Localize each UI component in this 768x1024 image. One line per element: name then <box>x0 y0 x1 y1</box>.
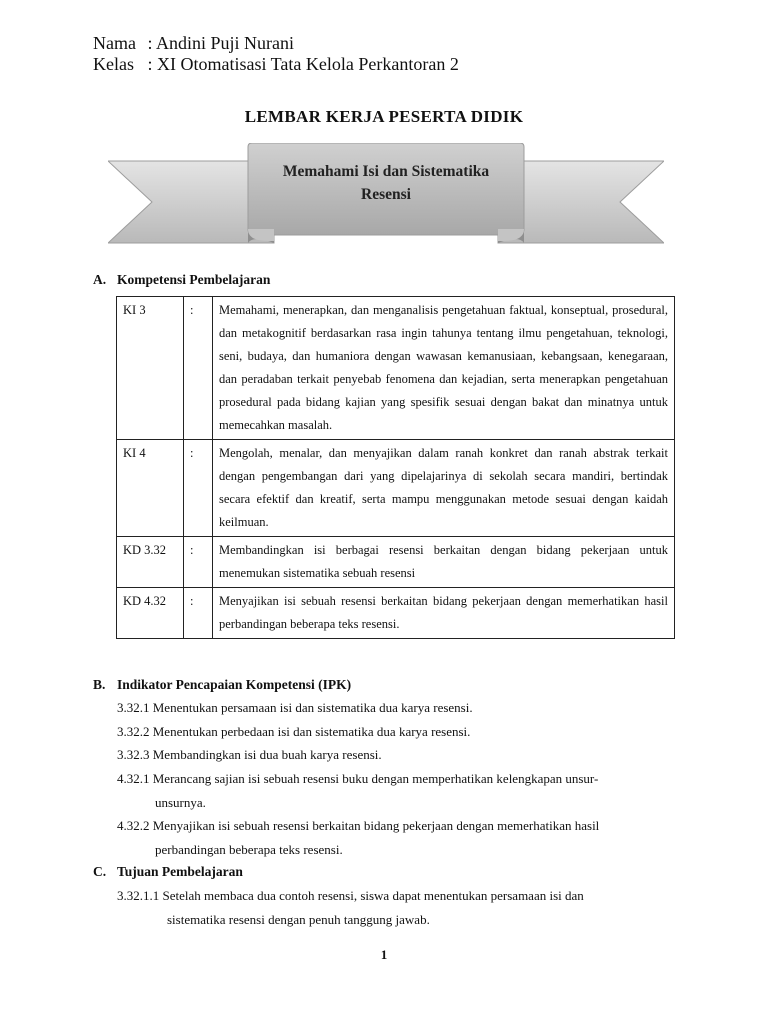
table-row <box>117 588 675 639</box>
table-row <box>117 537 675 588</box>
list-item <box>117 884 677 932</box>
name-value: : Andini Puji Nurani <box>147 33 295 53</box>
ipk-line-continued: unsurnya. <box>155 795 206 810</box>
section-b-letter: B. <box>93 677 106 692</box>
competency-code: KD 3.32 <box>117 537 184 588</box>
class-label: Kelas <box>93 54 134 74</box>
ipk-line: 3.32.2 Menentukan perbedaan isi dan sistematika dua karya resensi. <box>117 724 471 739</box>
ribbon-line-1: Memahami Isi dan Sistematika <box>282 163 490 180</box>
competency-description: Mengolah, menalar, dan menyajikan dalam ranah konkret dan ranah abstrak terkait dengan pengembangan dari yang dipelajarinya di sekolah secara mandiri, bertindak secara efektif dan kreatif, serta mampu menggunakan metode sesuai dengan kaidah keilmuan. <box>213 440 675 537</box>
list-item <box>117 814 677 862</box>
competency-description: Memahami, menerapkan, dan menganalisis pengetahuan faktual, konseptual, prosedural, dan metakognitif berdasarkan rasa ingin tahunya tentang ilmu pengetahuan, teknologi, seni, budaya, dan humaniora dengan wawasan kemanusiaan, kebangsaan, kenegaraan, dan peradaban terkait penyebab fenomena dan kejadian, serta menerapkan pengetahuan prosedural pada bidang kajian yang spesifik sesuai dengan bakat dan minatnya untuk memecahkan masalah. <box>213 297 675 440</box>
list-item <box>117 767 677 815</box>
section-b-heading <box>93 677 351 693</box>
section-a-heading <box>93 272 270 288</box>
ipk-line: 3.32.1 Menentukan persamaan isi dan sistematika dua karya resensi. <box>117 700 473 715</box>
list-item <box>117 720 677 744</box>
objective-line: 3.32.1.1 Setelah membaca dua contoh resensi, siswa dapat menentukan persamaan isi dan <box>117 888 584 903</box>
section-c-heading <box>93 864 243 880</box>
section-c-letter: C. <box>93 864 107 879</box>
student-class-line <box>93 53 459 75</box>
competency-code: KI 4 <box>117 440 184 537</box>
competency-table <box>116 296 675 639</box>
ipk-line-continued: perbandingan beberapa teks resensi. <box>155 842 343 857</box>
table-row <box>117 440 675 537</box>
ipk-line: 4.32.1 Merancang sajian isi sebuah resensi buku dengan memperhatikan kelengkapan unsur- <box>117 771 599 786</box>
competency-colon: : <box>184 297 213 440</box>
competency-code: KD 4.32 <box>117 588 184 639</box>
section-a-title: Kompetensi Pembelajaran <box>117 272 271 287</box>
competency-description: Menyajikan isi sebuah resensi berkaitan bidang pekerjaan dengan memerhatikan hasil perbandingan beberapa teks resensi. <box>213 588 675 639</box>
topic-ribbon <box>108 143 664 245</box>
table-row <box>117 297 675 440</box>
section-b-title: Indikator Pencapaian Kompetensi (IPK) <box>117 677 352 692</box>
list-item <box>117 696 677 720</box>
name-label: Nama <box>93 33 136 53</box>
ribbon-line-2: Resensi <box>361 186 411 203</box>
competency-colon: : <box>184 588 213 639</box>
competency-code: KI 3 <box>117 297 184 440</box>
ipk-line: 3.32.3 Membandingkan isi dua buah karya resensi. <box>117 747 382 762</box>
student-name-line <box>93 32 294 54</box>
class-value: : XI Otomatisasi Tata Kelola Perkantoran 2 <box>147 54 459 74</box>
ribbon-text <box>248 160 524 206</box>
section-c-title: Tujuan Pembelajaran <box>117 864 243 879</box>
list-item <box>117 743 677 767</box>
competency-colon: : <box>184 537 213 588</box>
ipk-line: 4.32.2 Menyajikan isi sebuah resensi berkaitan bidang pekerjaan dengan memerhatikan hasil <box>117 818 600 833</box>
competency-colon: : <box>184 440 213 537</box>
competency-description: Membandingkan isi berbagai resensi berkaitan dengan bidang pekerjaan untuk menemukan sistematika sebuah resensi <box>213 537 675 588</box>
document-title: LEMBAR KERJA PESERTA DIDIK <box>244 107 524 126</box>
page-number: 1 <box>380 947 388 962</box>
objective-line-continued: sistematika resensi dengan penuh tanggung jawab. <box>167 912 430 927</box>
section-a-letter: A. <box>93 272 107 287</box>
